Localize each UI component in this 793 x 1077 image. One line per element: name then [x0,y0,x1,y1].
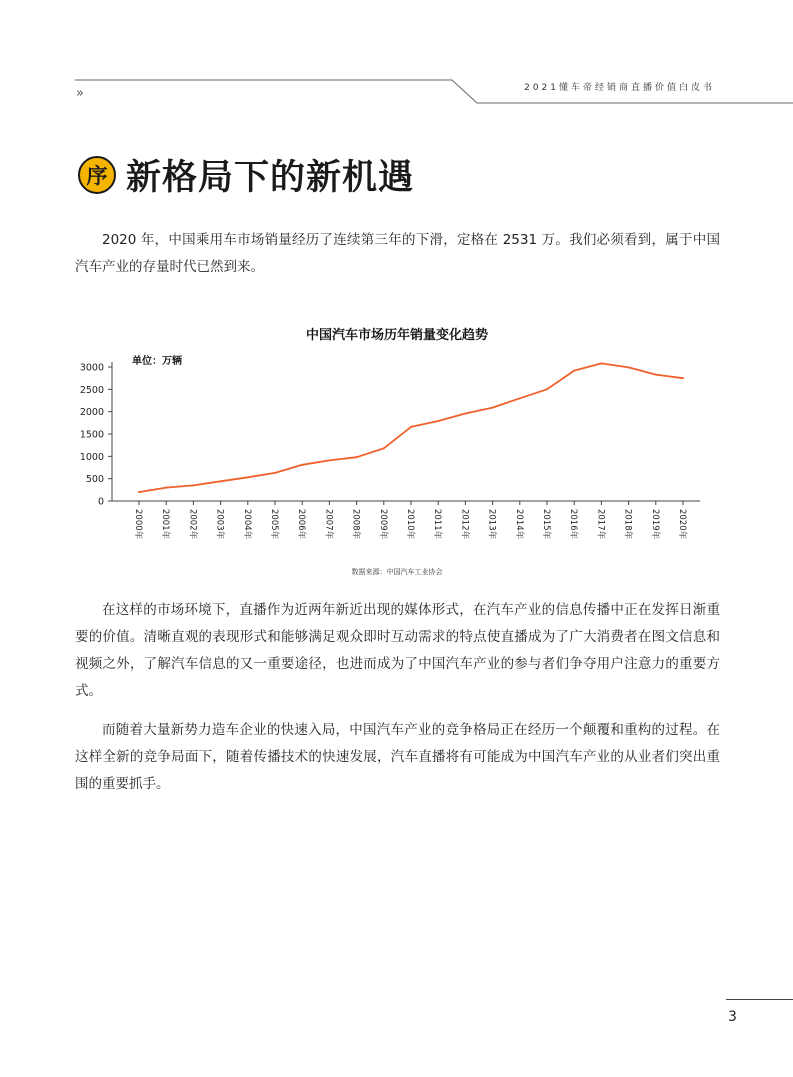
y-tick-label: 1000 [79,451,104,463]
x-tick-label: 2018年 [622,509,633,540]
x-tick-label: 2012年 [459,509,470,540]
y-tick-label: 1500 [79,429,104,441]
y-tick-label: 3000 [79,362,104,374]
data-point [437,420,439,422]
data-point [138,491,140,493]
x-tick-label: 2006年 [296,509,307,540]
data-point [410,426,412,428]
page-title: 新格局下的新机遇 [126,158,415,198]
data-point [464,412,466,414]
chart-source: 数据来源：中国汽车工业协会 [351,568,443,576]
data-point [247,476,249,478]
data-point [628,366,630,368]
data-point [165,487,167,489]
data-point [682,377,684,379]
y-tick-label: 500 [85,474,104,486]
data-point [383,447,385,449]
page-number: 3 [728,1009,737,1025]
x-tick-label: 2020年 [677,509,687,540]
chart-title: 中国汽车市场历年销量变化趋势 [305,328,489,343]
x-tick-label: 2005年 [269,509,279,540]
x-tick-label: 2017年 [595,509,606,540]
document-header-title: 2021懂车帝经销商直播价值白皮书 [524,83,715,93]
x-tick-label: 2008年 [350,509,361,540]
x-tick-label: 2015年 [541,509,551,540]
data-point [600,362,602,364]
y-tick-label: 2000 [79,407,104,419]
data-point [573,370,575,372]
x-tick-label: 2011年 [432,509,443,540]
x-tick-label: 2004年 [241,509,252,540]
x-tick-label: 2003年 [214,509,225,540]
chevron-right-icon: » [76,86,81,101]
x-tick-label: 2007年 [323,509,334,540]
x-tick-label: 2002年 [187,509,198,540]
data-point [655,374,657,376]
x-tick-label: 2016年 [568,509,579,540]
x-axis [112,501,700,540]
paragraph-intro: 2020 年，中国乘用车市场销量经历了连续第三年的下滑，定格在 2531 万。我们必须看到，属于中国汽车产业的存量时代已然到来。 [75,232,720,275]
data-point [328,459,330,461]
footer-rule [726,999,793,1000]
series-sales [138,362,684,493]
data-point [519,397,521,399]
data-point [220,480,222,482]
data-point [546,388,548,390]
section-badge: 序 [78,156,116,194]
data-point [274,472,276,474]
x-tick-label: 2009年 [377,509,388,540]
chart-unit-label: 单位：万辆 [132,356,182,367]
data-point [192,484,194,486]
x-tick-label: 2001年 [160,509,171,540]
x-tick-label: 2014年 [513,509,524,540]
paragraph-livestream-value: 在这样的市场环境下，直播作为近两年新近出现的媒体形式，在汽车产业的信息传播中正在发挥日渐重要的价值。清晰直观的表现形式和能够满足观众即时互动需求的特点使直播成为了广大消费者在图文信息和视频之外，了解汽车信息的又一重要途径，也进而成为了中国汽车产业的参与者们争夺用户注意力的重要方式。 [75,602,720,699]
y-tick-label: 0 [97,496,104,508]
data-point [301,464,303,466]
x-tick-label: 2019年 [649,509,660,540]
data-point [492,407,494,409]
y-axis [80,362,112,508]
x-tick-label: 2010年 [405,509,415,540]
data-point [356,456,358,458]
x-tick-label: 2013年 [486,509,497,540]
x-tick-label: 2000年 [133,509,143,540]
y-tick-label: 2500 [79,384,104,396]
paragraph-new-competition: 而随着大量新势力造车企业的快速入局，中国汽车产业的竞争格局正在经历一个颠覆和重构的过程。在这样全新的竞争局面下，随着传播技术的快速发展，汽车直播将有可能成为中国汽车产业的从业者们突出重围的重要抓手。 [75,722,720,792]
